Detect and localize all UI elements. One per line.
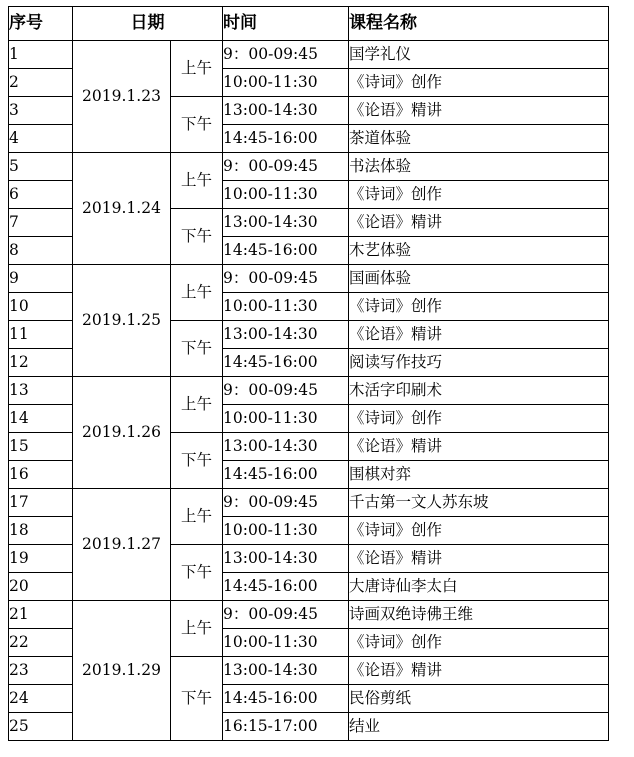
half-day-cell: 上午 bbox=[171, 41, 223, 97]
row-number: 5 bbox=[9, 153, 73, 181]
time-cell: 13:00-14:30 bbox=[223, 545, 349, 573]
course-cell: 《诗词》创作 bbox=[349, 629, 609, 657]
course-cell: 《诗词》创作 bbox=[349, 405, 609, 433]
half-day-cell: 上午 bbox=[171, 489, 223, 545]
time-cell: 9：00-09:45 bbox=[223, 489, 349, 517]
half-day-cell: 下午 bbox=[171, 433, 223, 489]
date-cell: 2019.1.26 bbox=[73, 377, 171, 489]
course-cell: 诗画双绝诗佛王维 bbox=[349, 601, 609, 629]
row-number: 22 bbox=[9, 629, 73, 657]
time-cell: 14:45-16:00 bbox=[223, 125, 349, 153]
course-cell: 茶道体验 bbox=[349, 125, 609, 153]
half-day-cell: 下午 bbox=[171, 321, 223, 377]
table-row bbox=[9, 265, 609, 293]
half-day-cell: 上午 bbox=[171, 153, 223, 209]
time-cell: 14:45-16:00 bbox=[223, 349, 349, 377]
time-cell: 9：00-09:45 bbox=[223, 265, 349, 293]
row-number: 13 bbox=[9, 377, 73, 405]
row-number: 16 bbox=[9, 461, 73, 489]
time-cell: 10:00-11:30 bbox=[223, 405, 349, 433]
row-number: 9 bbox=[9, 265, 73, 293]
time-cell: 10:00-11:30 bbox=[223, 293, 349, 321]
time-cell: 13:00-14:30 bbox=[223, 321, 349, 349]
row-number: 2 bbox=[9, 69, 73, 97]
half-day-cell: 下午 bbox=[171, 545, 223, 601]
table-row bbox=[9, 153, 609, 181]
row-number: 8 bbox=[9, 237, 73, 265]
course-cell: 结业 bbox=[349, 713, 609, 741]
course-cell: 木活字印刷术 bbox=[349, 377, 609, 405]
date-cell: 2019.1.27 bbox=[73, 489, 171, 601]
half-day-cell: 上午 bbox=[171, 601, 223, 657]
time-cell: 13:00-14:30 bbox=[223, 97, 349, 125]
schedule-table bbox=[8, 6, 609, 741]
row-number: 18 bbox=[9, 517, 73, 545]
course-cell: 木艺体验 bbox=[349, 237, 609, 265]
time-cell: 10:00-11:30 bbox=[223, 517, 349, 545]
header-date: 日期 bbox=[73, 7, 223, 41]
header-time: 时间 bbox=[223, 7, 349, 41]
row-number: 1 bbox=[9, 41, 73, 69]
course-cell: 大唐诗仙李太白 bbox=[349, 573, 609, 601]
course-cell: 《论语》精讲 bbox=[349, 209, 609, 237]
half-day-cell: 下午 bbox=[171, 657, 223, 741]
row-number: 19 bbox=[9, 545, 73, 573]
course-cell: 国学礼仪 bbox=[349, 41, 609, 69]
header-row bbox=[9, 7, 609, 41]
course-cell: 《论语》精讲 bbox=[349, 545, 609, 573]
schedule-body bbox=[9, 41, 609, 741]
course-cell: 千古第一文人苏东坡 bbox=[349, 489, 609, 517]
row-number: 24 bbox=[9, 685, 73, 713]
table-row bbox=[9, 601, 609, 629]
course-cell: 《诗词》创作 bbox=[349, 293, 609, 321]
date-cell: 2019.1.25 bbox=[73, 265, 171, 377]
row-number: 14 bbox=[9, 405, 73, 433]
half-day-cell: 下午 bbox=[171, 209, 223, 265]
date-cell: 2019.1.24 bbox=[73, 153, 171, 265]
course-cell: 《论语》精讲 bbox=[349, 321, 609, 349]
row-number: 21 bbox=[9, 601, 73, 629]
half-day-cell: 下午 bbox=[171, 97, 223, 153]
course-cell: 《诗词》创作 bbox=[349, 517, 609, 545]
row-number: 20 bbox=[9, 573, 73, 601]
time-cell: 13:00-14:30 bbox=[223, 657, 349, 685]
course-cell: 《论语》精讲 bbox=[349, 433, 609, 461]
row-number: 10 bbox=[9, 293, 73, 321]
course-cell: 民俗剪纸 bbox=[349, 685, 609, 713]
table-row bbox=[9, 489, 609, 517]
course-cell: 阅读写作技巧 bbox=[349, 349, 609, 377]
row-number: 6 bbox=[9, 181, 73, 209]
time-cell: 16:15-17:00 bbox=[223, 713, 349, 741]
time-cell: 9：00-09:45 bbox=[223, 153, 349, 181]
row-number: 7 bbox=[9, 209, 73, 237]
row-number: 17 bbox=[9, 489, 73, 517]
header-course: 课程名称 bbox=[349, 7, 609, 41]
time-cell: 9：00-09:45 bbox=[223, 377, 349, 405]
row-number: 4 bbox=[9, 125, 73, 153]
course-cell: 《诗词》创作 bbox=[349, 69, 609, 97]
time-cell: 10:00-11:30 bbox=[223, 629, 349, 657]
row-number: 11 bbox=[9, 321, 73, 349]
time-cell: 10:00-11:30 bbox=[223, 181, 349, 209]
time-cell: 14:45-16:00 bbox=[223, 573, 349, 601]
row-number: 25 bbox=[9, 713, 73, 741]
half-day-cell: 上午 bbox=[171, 265, 223, 321]
time-cell: 9：00-09:45 bbox=[223, 41, 349, 69]
row-number: 3 bbox=[9, 97, 73, 125]
course-cell: 《论语》精讲 bbox=[349, 97, 609, 125]
course-cell: 国画体验 bbox=[349, 265, 609, 293]
time-cell: 13:00-14:30 bbox=[223, 209, 349, 237]
table-row bbox=[9, 377, 609, 405]
time-cell: 14:45-16:00 bbox=[223, 237, 349, 265]
time-cell: 9：00-09:45 bbox=[223, 601, 349, 629]
date-cell: 2019.1.29 bbox=[73, 601, 171, 741]
half-day-cell: 上午 bbox=[171, 377, 223, 433]
date-cell: 2019.1.23 bbox=[73, 41, 171, 153]
table-row bbox=[9, 41, 609, 69]
course-cell: 书法体验 bbox=[349, 153, 609, 181]
row-number: 23 bbox=[9, 657, 73, 685]
header-no: 序号 bbox=[9, 7, 73, 41]
row-number: 15 bbox=[9, 433, 73, 461]
time-cell: 10:00-11:30 bbox=[223, 69, 349, 97]
course-cell: 《论语》精讲 bbox=[349, 657, 609, 685]
course-cell: 围棋对弈 bbox=[349, 461, 609, 489]
row-number: 12 bbox=[9, 349, 73, 377]
time-cell: 13:00-14:30 bbox=[223, 433, 349, 461]
time-cell: 14:45-16:00 bbox=[223, 685, 349, 713]
time-cell: 14:45-16:00 bbox=[223, 461, 349, 489]
course-cell: 《诗词》创作 bbox=[349, 181, 609, 209]
